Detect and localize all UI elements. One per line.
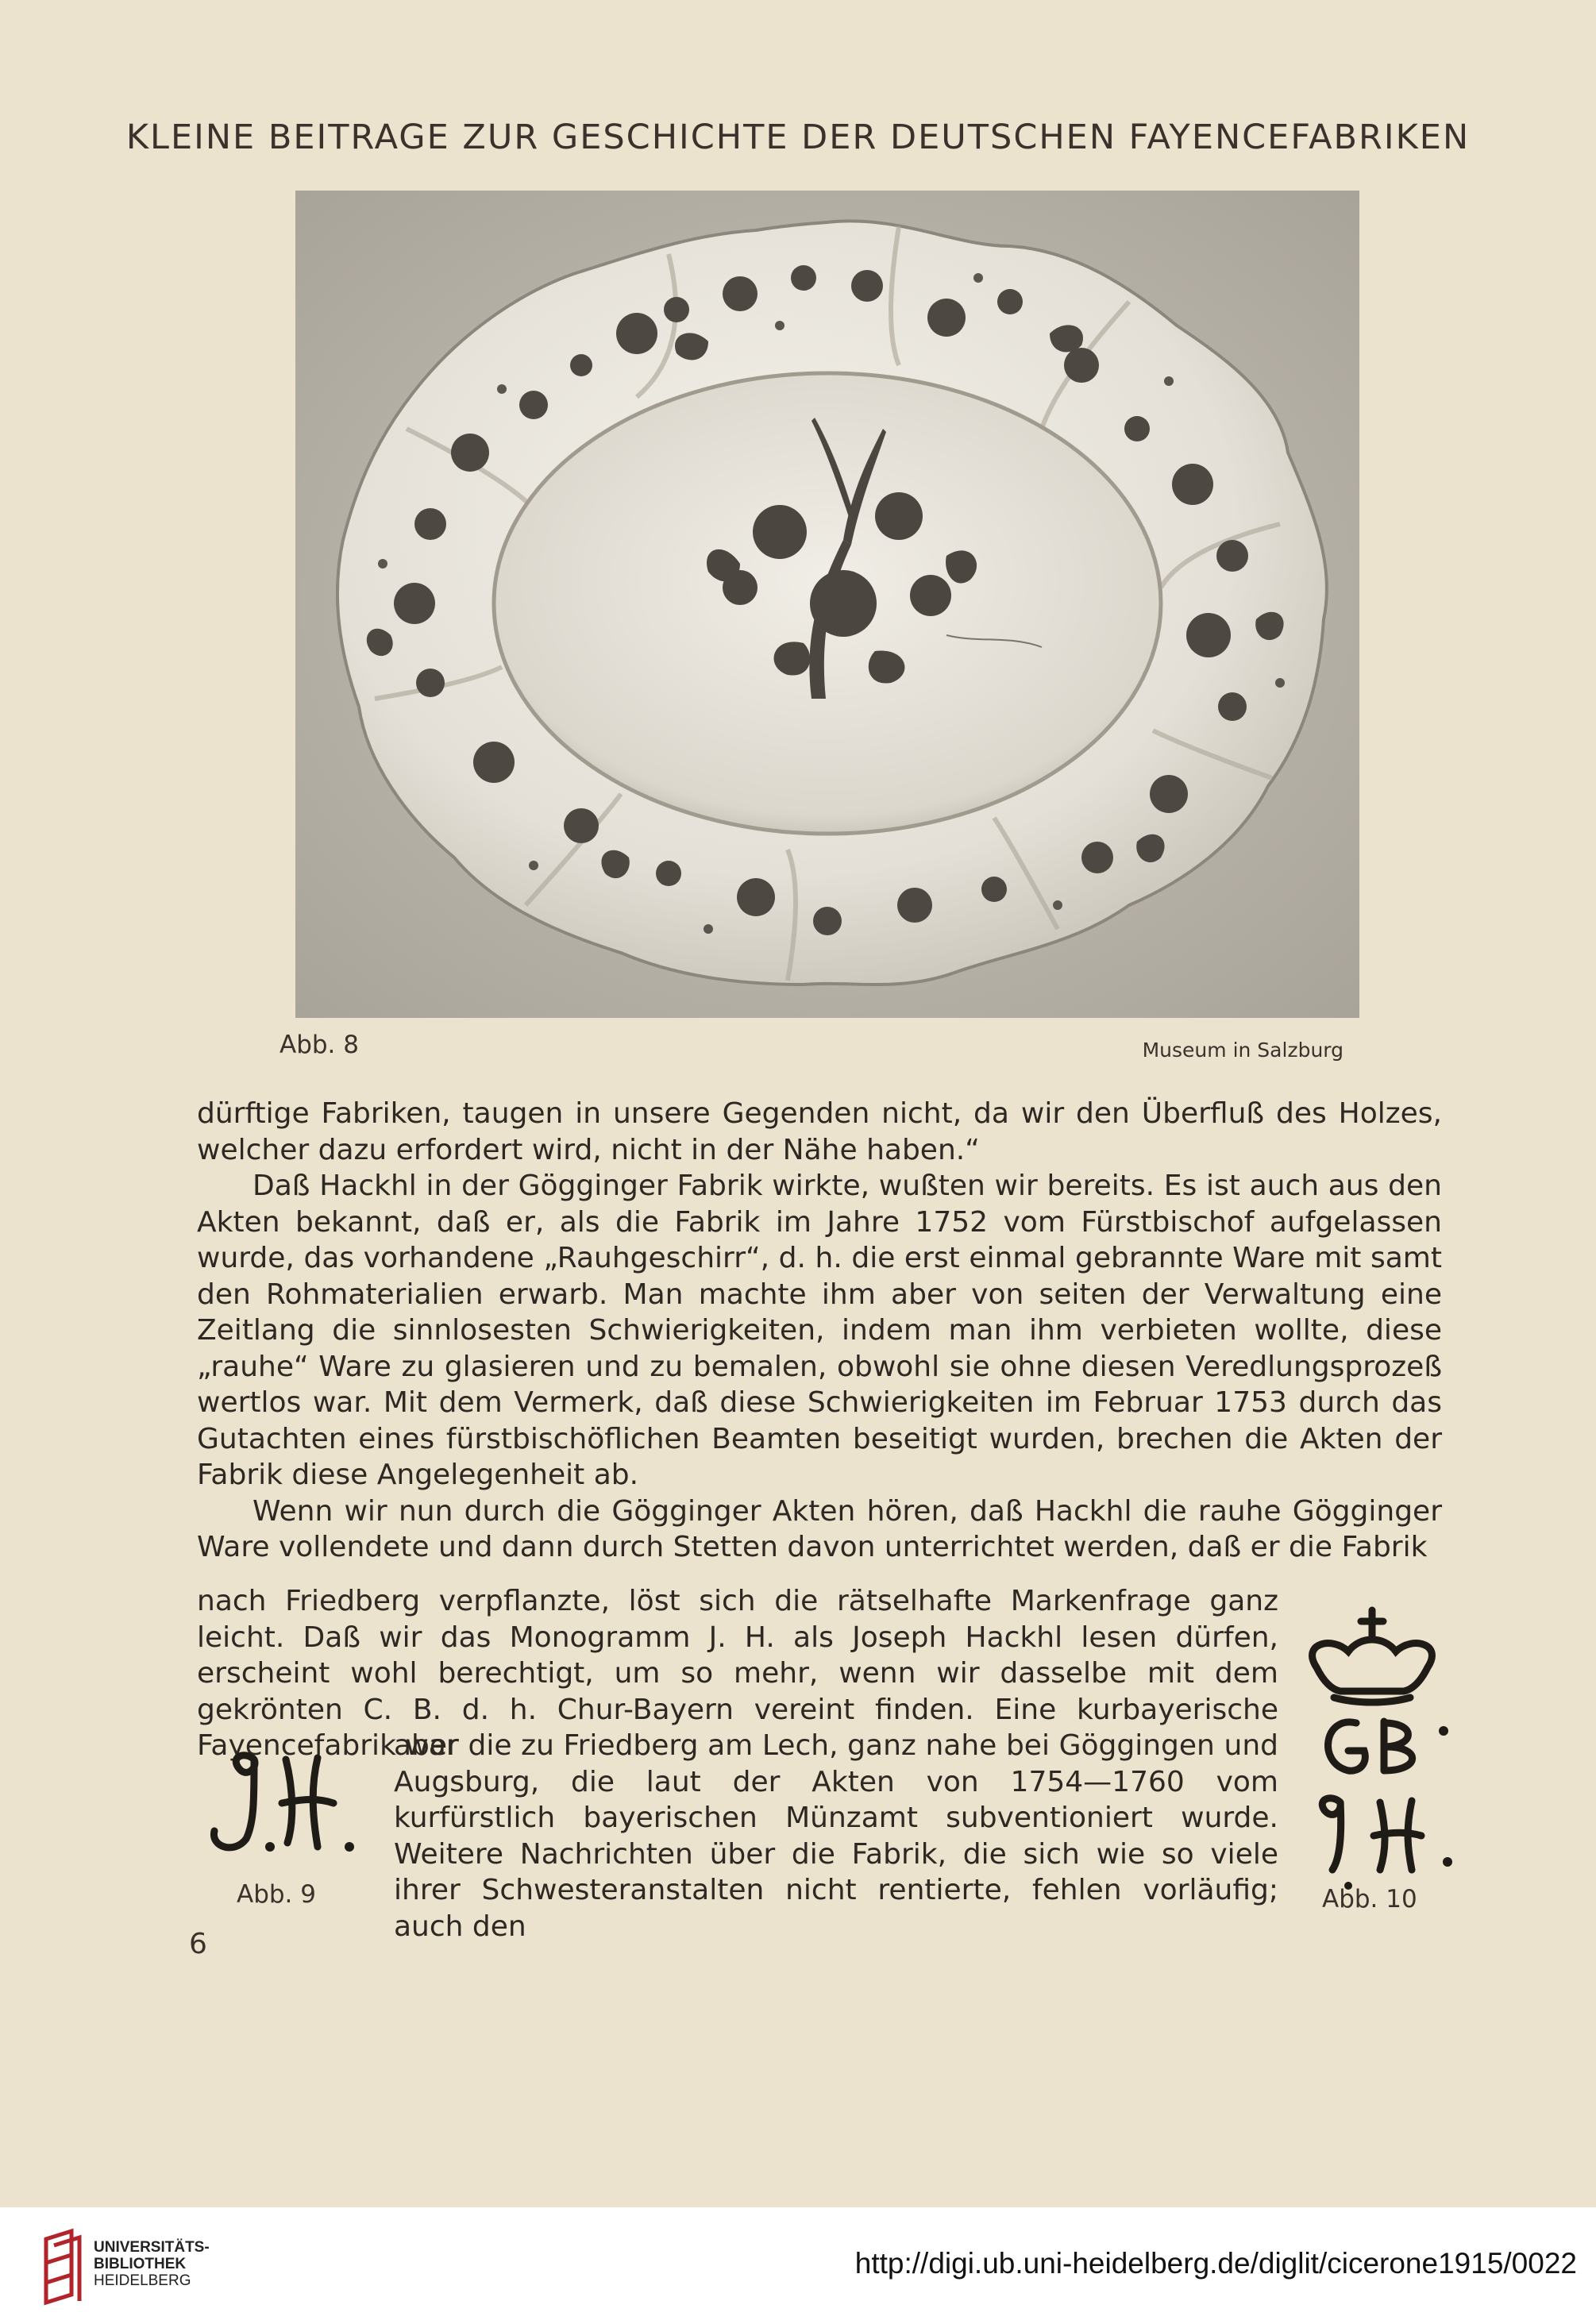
library-name-line-3: HEIDELBERG — [94, 2272, 191, 2289]
library-name-line-2: BIBLIOTHEK — [94, 2256, 187, 2272]
figure-8-platter-photo — [295, 191, 1359, 1018]
paragraph-3-opening: Wenn wir nun durch die Gögginger Akten hören, daß Hackhl die rauhe Gögginger Ware vollendete und dann durch Stetten davon unterrichtet werden, daß er die Fabrik — [197, 1494, 1442, 1563]
body-text — [197, 1096, 1442, 1566]
figure-10-crowned-cb-mark — [1285, 1604, 1459, 1890]
paragraph-3-end: aber die zu Friedberg am Lech, ganz nahe bei Göggingen und Augsburg, die laut der Akten von 1754—1760 vom kurfürstlich bayerischen Münzamt subventioniert wurde. Weitere Nachrichten über die Fabrik, die sich wie so viele ihrer Schwesteranstalten nicht rentierte, fehlen vorläufig; auch den — [394, 1729, 1278, 1943]
digitization-footer — [0, 2207, 1596, 2324]
library-name-line-1: UNIVERSITÄTS- — [94, 2239, 210, 2256]
library-logo-icon[interactable] — [40, 2223, 87, 2311]
library-name[interactable] — [94, 2239, 210, 2289]
paragraph-2: Daß Hackhl in der Gögginger Fabrik wirkte, wußten wir bereits. Es ist auch aus den Akten bekannt, daß er, als die Fabrik im Jahre 1752 vom Fürstbischof aufgelassen wurde, das vorhandene „Rauhgeschirr“, d. h. die erst einmal gebrannte Ware mit samt den Rohmaterialien erwarb. Man machte ihm aber von seiten der Verwaltung eine Zeitlang die sinnlosesten Schwierigkeiten, indem man ihm verbieten wollte, diese „rauhe“ Ware zu glasieren und zu bemalen, obwohl sie ohne diesen Veredlungsprozeß wertlos war. Mit dem Vermerk, daß diese Schwierigkeiten im Februar 1753 durch das Gutachten eines fürstbischöflichen Beamten beseitigt wurden, brechen die Akten der Fabrik diese Angelegenheit ab. — [197, 1170, 1442, 1491]
figure-8-credit: Museum in Salzburg — [1142, 1039, 1343, 1062]
paragraph-1: dürftige Fabriken, taugen in unsere Gegenden nicht, da wir den Überfluß des Holzes, welcher dazu erfordert wird, nicht in der Nähe haben.“ — [197, 1097, 1442, 1166]
figure-10-label: Abb. 10 — [1322, 1885, 1417, 1914]
permalink-url[interactable]: http://digi.ub.uni-heidelberg.de/diglit/cicerone1915/0022 — [854, 2247, 1577, 2280]
page-number: 6 — [189, 1928, 207, 1960]
figure-8-label: Abb. 8 — [279, 1031, 359, 1059]
paragraph-3-middle: nach Friedberg verpflanzte, löst sich die rätselhafte Markenfrage ganz leicht. Daß wir das Monogramm J. H. als Joseph Hackhl lesen dürfen, erscheint wohl berechtigt, um so mehr, wenn wir dasselbe mit dem gekrönten C. B. d. h. Chur-Bayern vereint finden. Eine kurbayerische Fayencefabrik war — [197, 1585, 1278, 1762]
figure-9-monogram-jh — [199, 1736, 357, 1871]
running-title: KLEINE BEITRAGE ZUR GESCHICHTE DER DEUTSCHEN FAYENCEFABRIKEN — [125, 118, 1471, 157]
figure-9-label: Abb. 9 — [237, 1880, 316, 1909]
